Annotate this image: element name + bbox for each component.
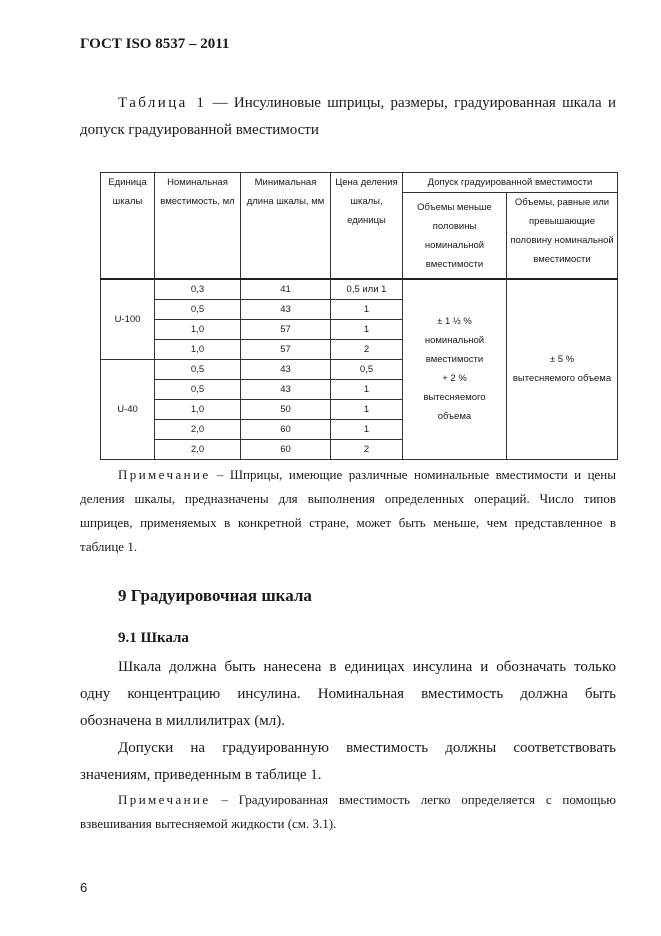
unit-cell-u100: U-100 [101, 279, 155, 360]
note-text: – Шприцы, имеющие различные номинальные вместимости и цены деления шкалы, предназначены для выполнения определенных операций. Число типов шприцев, применяемых в конкретной стране, может быть меньше, чем представленное в таблице 1. [80, 467, 616, 554]
table-note [80, 463, 616, 559]
subsection-title: 9.1 Шкала [118, 630, 189, 646]
header-division: Цена деления шкалы, единицы [331, 173, 403, 279]
tolerance-less-line: вместимости [425, 354, 484, 365]
unit-cell-u40: U-40 [101, 359, 155, 459]
paragraph-line: обозначена в миллилитрах (мл). [80, 713, 286, 729]
paragraph-line: Допуски на градуированную вместимость должны соответствовать [118, 740, 616, 756]
min-length-cell: 43 [241, 299, 331, 319]
min-length-cell: 50 [241, 399, 331, 419]
section-title: 9 Градуировочная шкала [118, 586, 312, 605]
paragraph-line: Шкала должна быть нанесена в единицах инсулина и обозначать только [118, 659, 616, 675]
division-cell: 1 [331, 319, 403, 339]
table-caption-text-2: допуск градуированной вместимости [80, 122, 319, 138]
division-cell: 1 [331, 299, 403, 319]
table-caption [80, 90, 616, 144]
min-length-cell: 43 [241, 359, 331, 379]
document-code: ГОСТ ISO 8537 – 2011 [80, 36, 230, 52]
tolerance-less-line: + 2 % [442, 373, 467, 384]
nominal-cell: 1,0 [155, 399, 241, 419]
paragraph-tolerances [80, 735, 616, 789]
min-length-cell: 41 [241, 279, 331, 300]
note-label: Примечание [118, 792, 211, 807]
division-cell: 0,5 [331, 359, 403, 379]
division-cell: 1 [331, 379, 403, 399]
division-cell: 0,5 или 1 [331, 279, 403, 300]
nominal-cell: 0,3 [155, 279, 241, 300]
tolerance-less-cell [403, 279, 507, 460]
min-length-cell: 57 [241, 319, 331, 339]
nominal-cell: 2,0 [155, 419, 241, 439]
paragraph-scale [80, 654, 616, 735]
division-cell: 2 [331, 439, 403, 459]
tolerance-less-line: ± 1 ½ % [437, 316, 472, 327]
note-text: взвешивания вытесняемой жидкости (см. 3.1). [80, 816, 337, 831]
header-tol-less: Объемы меньше половины номинальной вместимости [403, 193, 507, 279]
nominal-cell: 0,5 [155, 299, 241, 319]
paragraph-line: значениям, приведенным в таблице 1. [80, 767, 322, 783]
tolerance-more-cell [507, 279, 618, 460]
nominal-cell: 1,0 [155, 339, 241, 359]
nominal-cell: 0,5 [155, 359, 241, 379]
min-length-cell: 43 [241, 379, 331, 399]
table-caption-label: Таблица 1 [118, 95, 207, 111]
tolerance-less-line: объема [437, 411, 472, 422]
nominal-cell: 2,0 [155, 439, 241, 459]
paragraph-line: одну концентрацию инсулина. Номинальная вместимость должна быть [80, 686, 616, 702]
header-tol-more: Объемы, равные или превышающие половину номинальной вместимости [507, 193, 618, 279]
min-length-cell: 60 [241, 439, 331, 459]
nominal-cell: 0,5 [155, 379, 241, 399]
note-text: – Градуированная вместимость легко определяется с помощью [210, 792, 616, 807]
table-caption-text-1: — Инсулиновые шприцы, размеры, градуированная шкала и [206, 95, 616, 111]
nominal-cell: 1,0 [155, 319, 241, 339]
min-length-cell: 60 [241, 419, 331, 439]
tolerance-more-line: вытесняемого объема [512, 373, 612, 384]
tolerance-less-line: вытесняемого [423, 392, 486, 403]
table-row [101, 279, 618, 300]
tolerance-more-line: ± 5 % [549, 354, 575, 365]
division-cell: 1 [331, 419, 403, 439]
header-unit: Единица шкалы [101, 173, 155, 279]
header-tolerance: Допуск градуированной вместимости [403, 173, 618, 193]
note-label: Примечание [118, 467, 211, 482]
syringe-spec-table [100, 172, 618, 460]
division-cell: 2 [331, 339, 403, 359]
min-length-cell: 57 [241, 339, 331, 359]
header-nominal: Номинальная вместимость, мл [155, 173, 241, 279]
scale-note [80, 788, 616, 836]
page-number: 6 [80, 880, 88, 895]
tolerance-less-line: номинальной [424, 335, 485, 346]
division-cell: 1 [331, 399, 403, 419]
header-min-length: Минимальная длина шкалы, мм [241, 173, 331, 279]
